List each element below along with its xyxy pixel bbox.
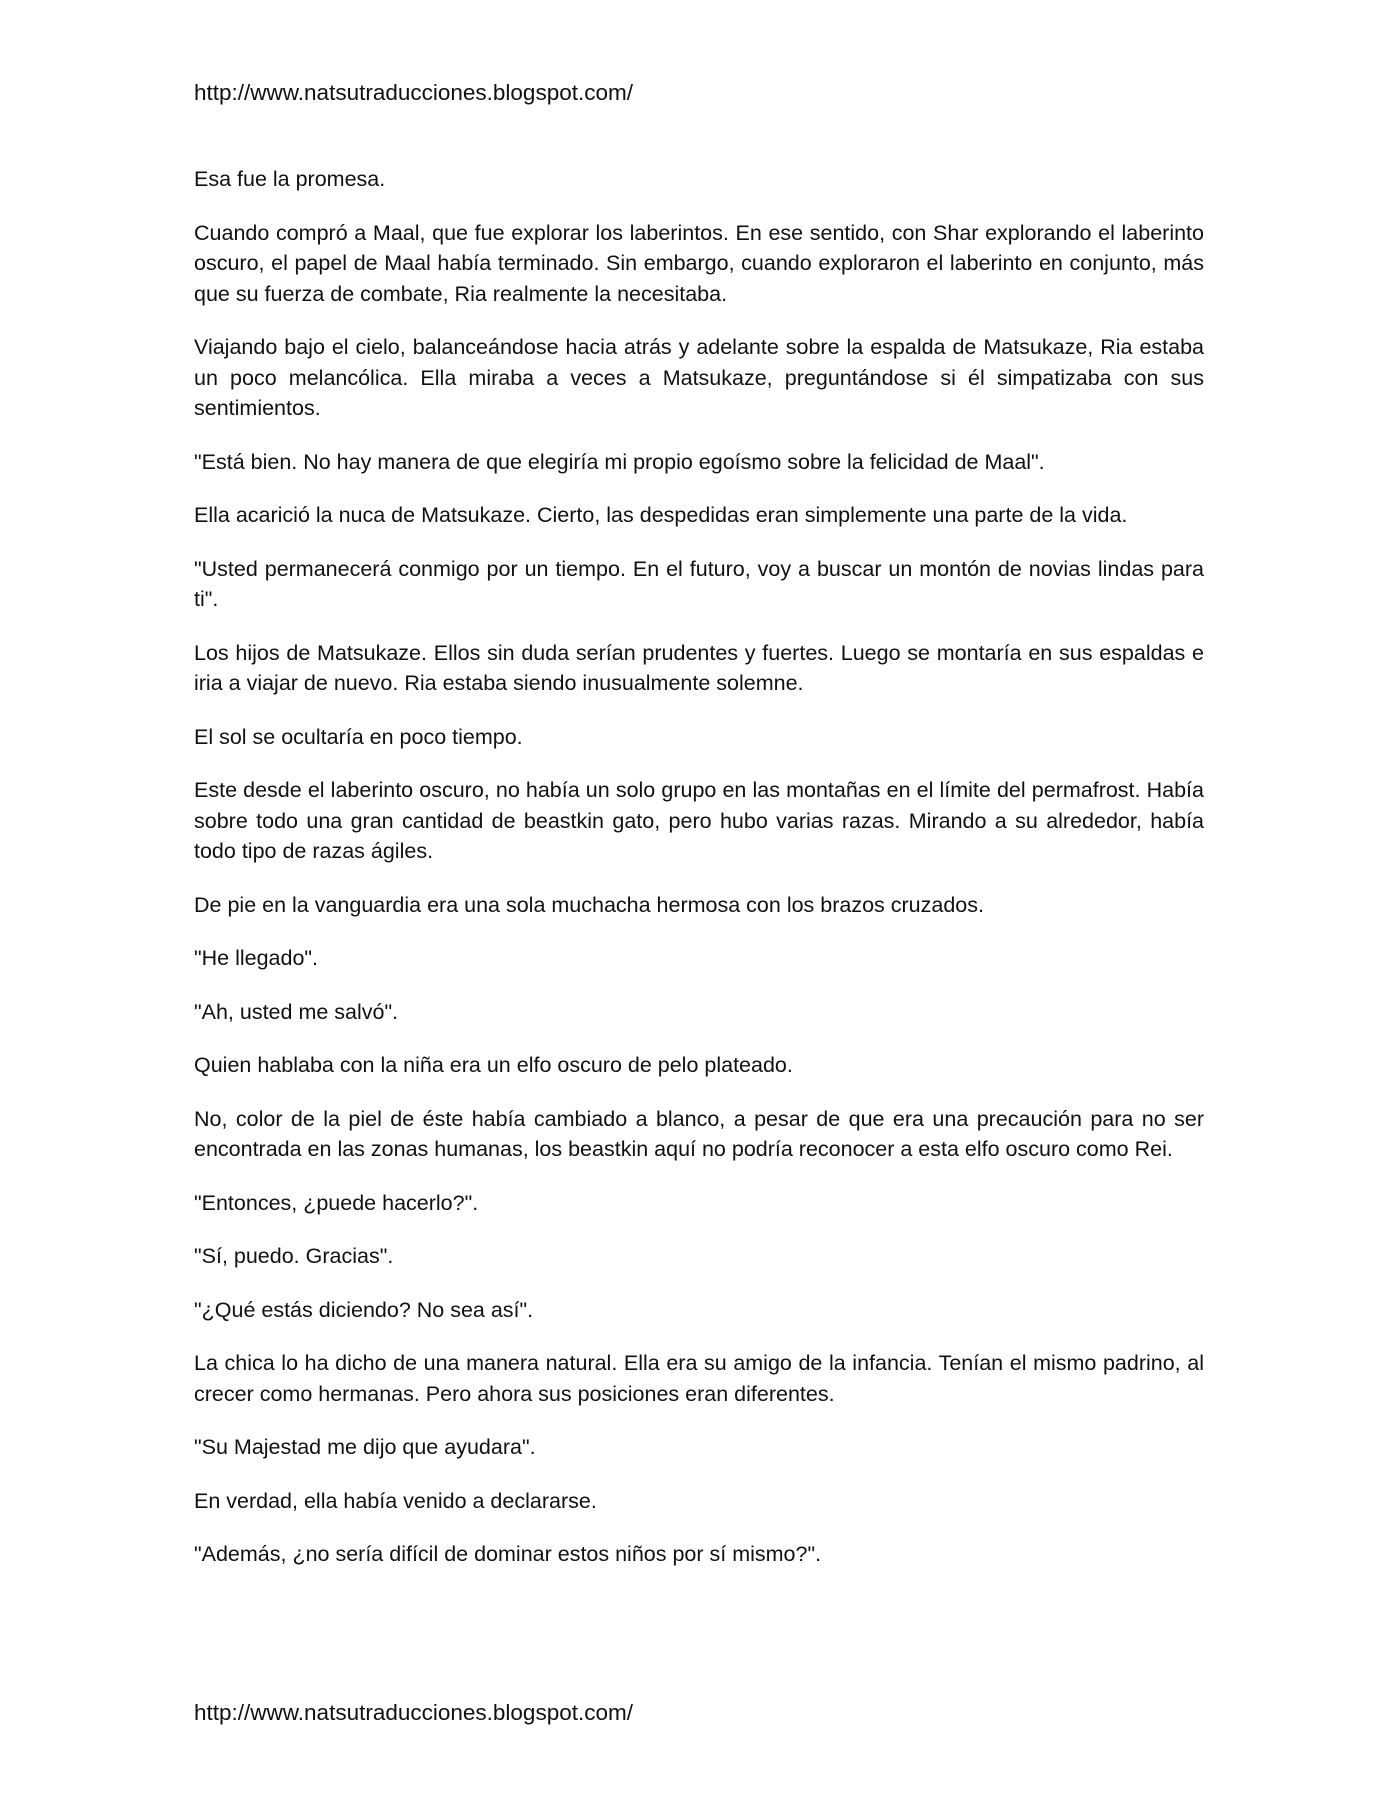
- body-text: [194, 164, 1204, 1570]
- paragraph: Este desde el laberinto oscuro, no había un solo grupo en las montañas en el límite del permafrost. Había sobre todo una gran cantidad de beastkin gato, pero hubo varias razas. Mirando a su alrededor, había todo tipo de razas ágiles.: [194, 778, 1204, 863]
- paragraph: Cuando compró a Maal, que fue explorar los laberintos. En ese sentido, con Shar explorando el laberinto oscuro, el papel de Maal había terminado. Sin embargo, cuando exploraron el laberinto en conjunto, más que su fuerza de combate, Ria realmente la necesitaba.: [194, 220, 1204, 306]
- paragraph: De pie en la vanguardia era una sola muchacha hermosa con los brazos cruzados.: [194, 892, 984, 917]
- paragraph: La chica lo ha dicho de una manera natural. Ella era su amigo de la infancia. Tenían el mismo padrino, al crecer como hermanas. Pero ahora sus posiciones eran diferentes.: [194, 1351, 1204, 1406]
- footer-url: http://www.natsutraducciones.blogspot.com/: [194, 1700, 633, 1725]
- paragraph: "Ah, usted me salvó".: [194, 999, 399, 1024]
- paragraph: "Está bien. No hay manera de que elegiría mi propio egoísmo sobre la felicidad de Maal".: [194, 449, 1045, 474]
- paragraph: Quien hablaba con la niña era un elfo oscuro de pelo plateado.: [194, 1053, 793, 1077]
- paragraph: "Además, ¿no sería difícil de dominar estos niños por sí mismo?".: [194, 1542, 822, 1566]
- paragraph: Viajando bajo el cielo, balanceándose hacia atrás y adelante sobre la espalda de Matsukaze, Ria estaba un poco melancólica. Ella miraba a veces a Matsukaze, preguntándose si él simpatizaba con sus sentimientos.: [194, 335, 1204, 420]
- paragraph: Los hijos de Matsukaze. Ellos sin duda serían prudentes y fuertes. Luego se montaría en sus espaldas e iria a viajar de nuevo. Ria estaba siendo inusualmente solemne.: [194, 640, 1204, 695]
- header-url: http://www.natsutraducciones.blogspot.com/: [194, 80, 633, 105]
- paragraph: Ella acarició la nuca de Matsukaze. Cierto, las despedidas eran simplemente una parte de la vida.: [194, 503, 1128, 527]
- paragraph: "Sí, puedo. Gracias".: [194, 1244, 394, 1268]
- paragraph: En verdad, ella había venido a declararse.: [194, 1488, 597, 1513]
- paragraph: No, color de la piel de éste había cambiado a blanco, a pesar de que era una precaución para no ser encontrada en las zonas humanas, los beastkin aquí no podría reconocer a esta elfo oscuro como Rei.: [194, 1106, 1204, 1161]
- paragraph: "Su Majestad me dijo que ayudara".: [194, 1435, 536, 1459]
- paragraph: "¿Qué estás diciendo? No sea así".: [194, 1297, 534, 1322]
- paragraph: El sol se ocultaría en poco tiempo.: [194, 724, 523, 749]
- paragraph: Esa fue la promesa.: [194, 167, 386, 191]
- paragraph: "He llegado".: [194, 946, 319, 970]
- paragraph: "Entonces, ¿puede hacerlo?".: [194, 1190, 479, 1215]
- paragraph: "Usted permanecerá conmigo por un tiempo. En el futuro, voy a buscar un montón de novias lindas para ti".: [194, 556, 1204, 611]
